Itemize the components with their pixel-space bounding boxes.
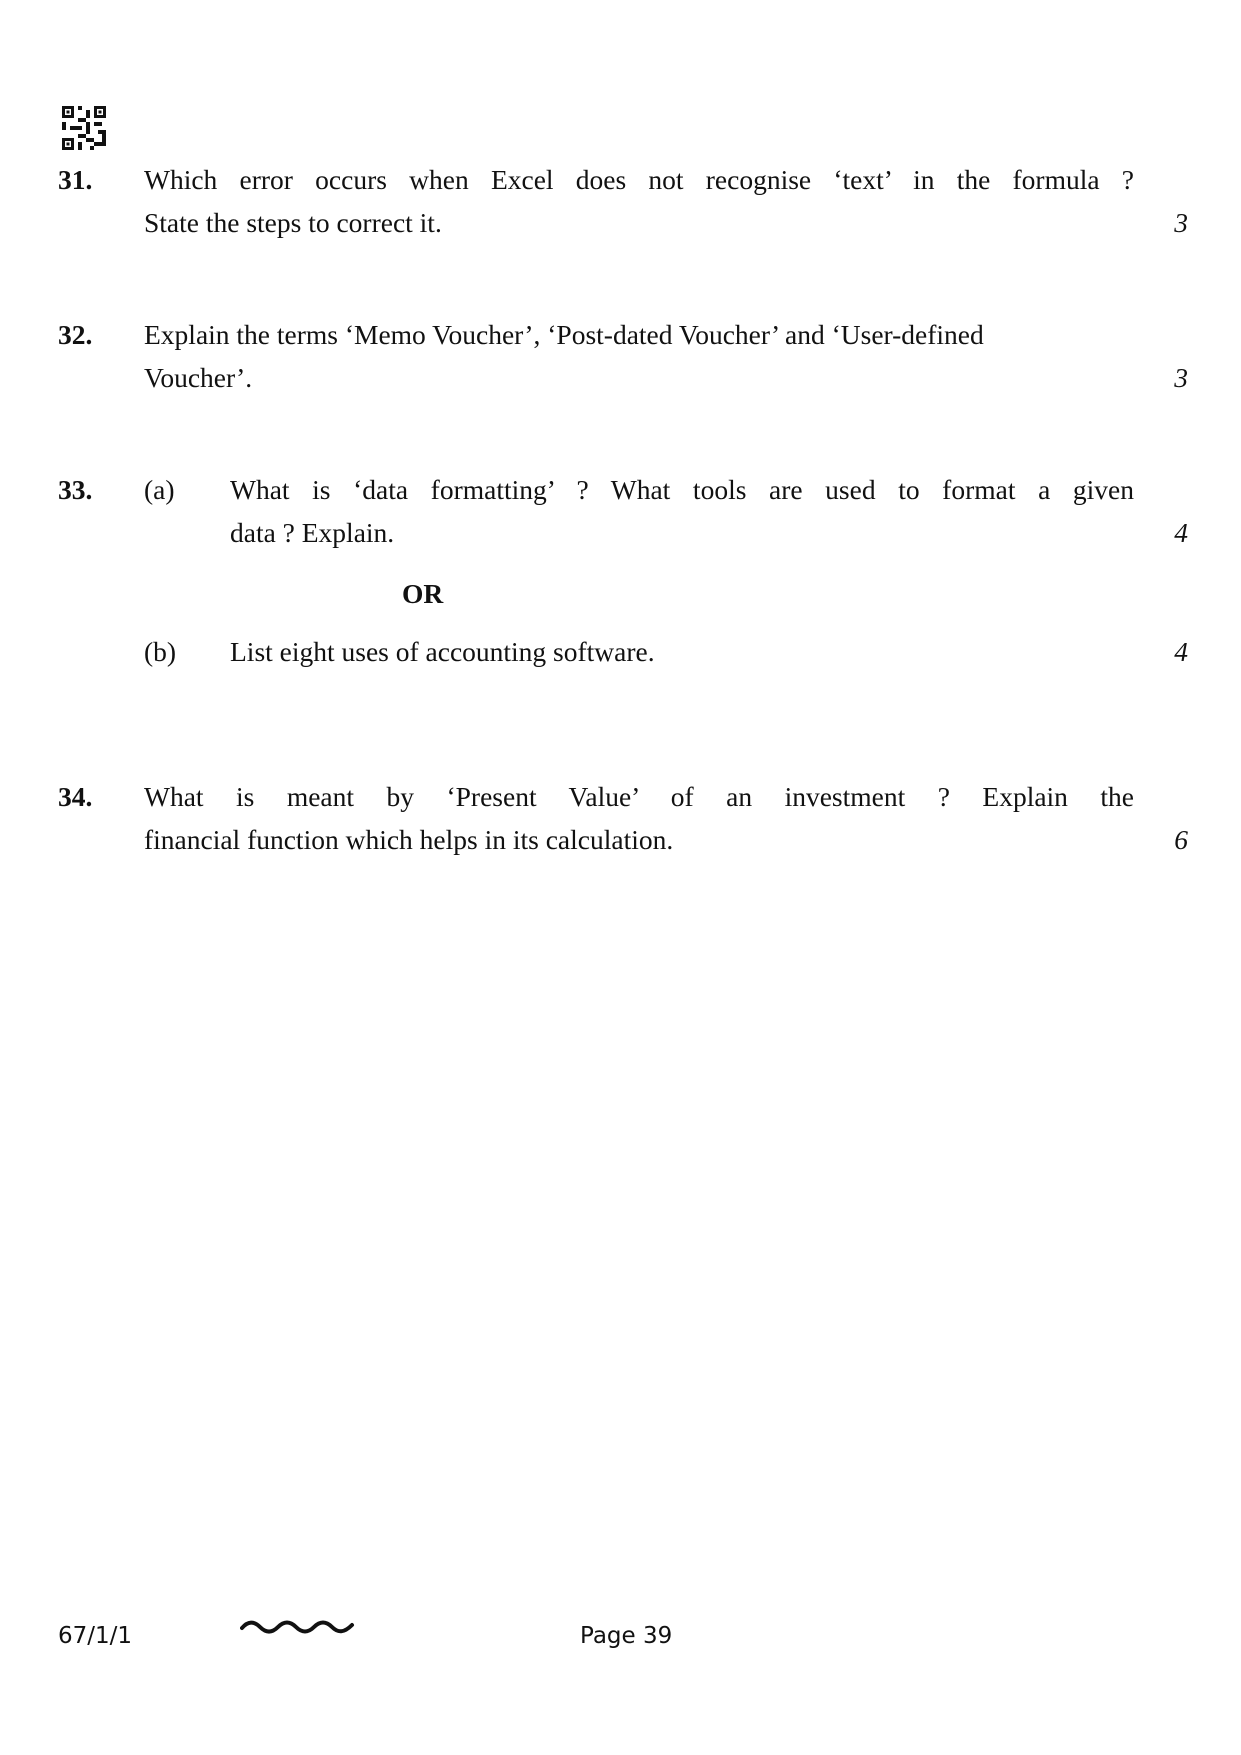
question-line: Explain the terms ‘Memo Voucher’, ‘Post-dated Voucher’ and ‘User-defined xyxy=(144,319,984,350)
part-a-text xyxy=(230,468,1134,554)
question-text xyxy=(144,158,1134,244)
question-text xyxy=(144,313,1134,399)
question-line: State the steps to correct it. xyxy=(144,207,442,238)
paper-code: 67/1/1 xyxy=(58,1623,133,1649)
part-b-text: List eight uses of accounting software. xyxy=(230,636,655,667)
or-separator: OR xyxy=(402,578,444,609)
question-number: 33. xyxy=(58,474,93,505)
question-number: 31. xyxy=(58,164,93,195)
question-line: What is ‘data formatting’ ? What tools are used to format a given xyxy=(230,474,1134,505)
question-line: What is meant by ‘Present Value’ of an investment ? Explain the xyxy=(144,781,1134,812)
wave-ornament xyxy=(240,1618,356,1636)
question-number: 34. xyxy=(58,781,93,812)
question-line: Which error occurs when Excel does not recognise ‘text’ in the formula ? xyxy=(144,164,1134,195)
question-marks: 3 xyxy=(1174,207,1188,238)
question-line: financial function which helps in its calculation. xyxy=(144,824,674,855)
question-number: 32. xyxy=(58,319,93,350)
question-marks: 3 xyxy=(1174,362,1188,393)
part-b-marks: 4 xyxy=(1174,636,1188,667)
page-number: Page 39 xyxy=(580,1623,673,1649)
part-a-label: (a) xyxy=(144,474,175,505)
part-b-label: (b) xyxy=(144,636,177,667)
question-line: data ? Explain. xyxy=(230,517,395,548)
qr-code xyxy=(62,106,106,150)
part-a-marks: 4 xyxy=(1174,517,1188,548)
question-line: Voucher’. xyxy=(144,362,253,393)
question-marks: 6 xyxy=(1174,824,1188,855)
question-text xyxy=(144,775,1134,861)
